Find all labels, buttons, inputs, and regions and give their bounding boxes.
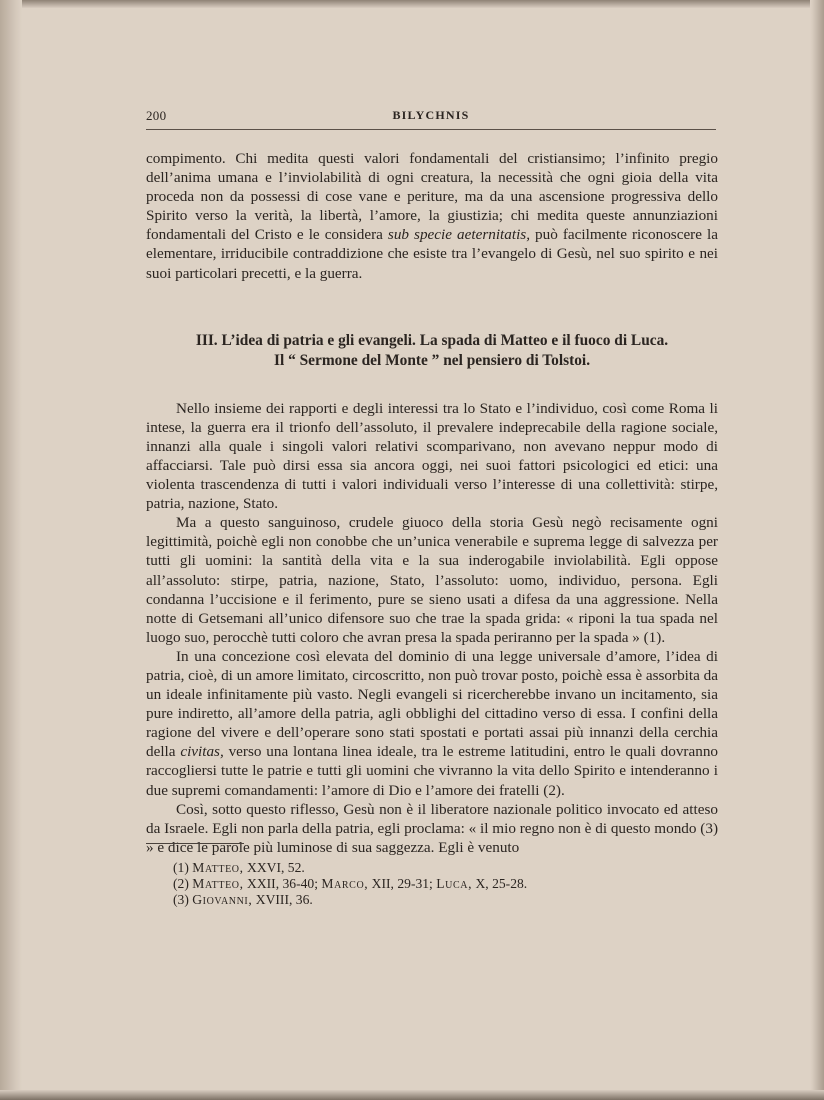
section-heading-line-1: III. L’idea di patria e gli evangeli. La spada di Matteo e il fuoco di Luca. [195, 331, 669, 349]
footnote-1 [173, 860, 718, 876]
opening-text-2: può facilmente riconoscere la elementare, irriducibile contraddizione che esiste tra l’evangelo di Gesù, nel suo spirito e nei suoi particolari precetti, e la guerra. [146, 226, 718, 282]
footnote-number: (2) [173, 876, 189, 892]
running-head: BILYCHNIS [392, 108, 470, 122]
footnote-author: Luca, [436, 876, 473, 892]
page-header [146, 108, 716, 130]
paragraph-2: Ma a questo sanguinoso, crudele giuoco della storia Gesù negò recisamente ogni legittimità, poichè egli non conobbe che un’unica venerabile e suprema legge di salvezza per tutti gli uomini: la santità della vita e la sua inderogabile inviolabilità. Egli oppose all’assoluto: stirpe, patria, nazione, Stato, l’assoluto: uomo, individuo, persona. Egli condanna l’uccisione e il ferimento, pure se sieno usati a difesa da una aggressione. Nella notte di Getsemani all’unico difensore suo che trae la spada grida: « riponi la tua spada nel luogo suo, perocchè tutti coloro che avran presa la spada periranno per la spada » (1). [146, 514, 718, 646]
footnotes [173, 860, 718, 909]
paragraph-1: Nello insieme dei rapporti e degli interessi tra lo Stato e l’individuo, così come Roma li intese, la guerra era il trionfo dell’assoluto, il prevalere indeprecabile della ragione sociale, innanzi alla quale i singoli valori relativi scomparivano, non avevano neppur modo di affacciarsi. Tale può dirsi essa sia ancora oggi, nei suoi fattori psicologici ed etici: una violenta trascendenza di tutti i valori individuali verso l’interesse di una collettività: stirpe, patria, nazione, Stato. [146, 399, 718, 513]
footnote-2 [173, 876, 718, 892]
scan-edge-bottom [0, 1090, 824, 1100]
footnote-reference: XXII, 36-40; [243, 876, 322, 892]
scan-edge-right [810, 0, 824, 1100]
footnote-3 [173, 892, 718, 908]
scan-edge-top [0, 0, 824, 8]
footnote-reference: XVIII, 36. [252, 892, 313, 908]
opening-italic-phrase: sub specie aeternitatis, [387, 226, 531, 244]
footnote-author: Marco, [321, 876, 369, 892]
scan-edge-left [0, 0, 22, 1100]
opening-paragraph [146, 149, 718, 283]
footnote-number: (1) [173, 860, 189, 875]
section-heading [146, 331, 718, 371]
paragraph-3-text-1: In una concezione così elevata del dominio di una legge universale d’amore, l’idea di patria, cioè, di un amore limitato, circoscritto, non può trovar posto, poichè essa è assorbita da un ideale infinitamente più vasto. Negli evangeli si ricercherebbe invano un incitamento, sia pure indiretto, all’amore della patria, agli obblighi del cittadino verso di essa. I confini della ragione del vivere e dell’operare sono stati spostati e portati assai più innanzi della cerchia della [146, 647, 718, 761]
footnote-number: (3) [173, 892, 189, 908]
paragraph-3-text-2: verso una lontana linea ideale, tra le estreme latitudini, entro le quali dovranno raccogliersi tutte le patrie e tutti gli uomini che vivranno la vita dello Spirito e intenderanno i due supremi comandamenti: l’amore di Dio e l’amore dei fratelli (2). [146, 743, 719, 799]
footnote-author: Giovanni, [192, 892, 253, 908]
paragraph-4: Così, sotto questo riflesso, Gesù non è il liberatore nazionale politico invocato ed atteso da Israele. Egli non parla della patria, egli proclama: « il mio regno non è di questo mondo (3) » e dice le parole più luminose di sua saggezza. Egli è venuto [146, 800, 718, 856]
section-heading-line-2: Il “ Sermone del Monte ” nel pensiero di Tolstoi. [273, 351, 591, 369]
opening-text-1: compimento. Chi medita questi valori fondamentali del cristiansimo; l’infinito pregio dell’anima umana e l’inviolabilità di ogni creatura, la necessità che ogni gioia della vita proceda non da possessi di cose vane e periture, ma da una ascensione progressiva dello Spirito verso la verità, la libertà, l’amore, la giustizia; chi medita queste annunziazioni fondamentali del Cristo e le considera [146, 150, 718, 244]
footnote-rule [146, 843, 244, 844]
footnote-author: Matteo, [192, 860, 244, 875]
paragraph-3-italic: civitas, [180, 743, 224, 761]
footnote-reference: XII, 29-31; [368, 876, 437, 892]
footnote-reference: X, 25-28. [472, 876, 528, 892]
header-rule [146, 129, 716, 130]
paragraph-3 [146, 647, 718, 800]
footnote-reference: XXVI, 52. [243, 860, 305, 875]
body-text [146, 149, 718, 857]
page-number: 200 [146, 108, 167, 123]
footnote-author: Matteo, [192, 876, 244, 892]
